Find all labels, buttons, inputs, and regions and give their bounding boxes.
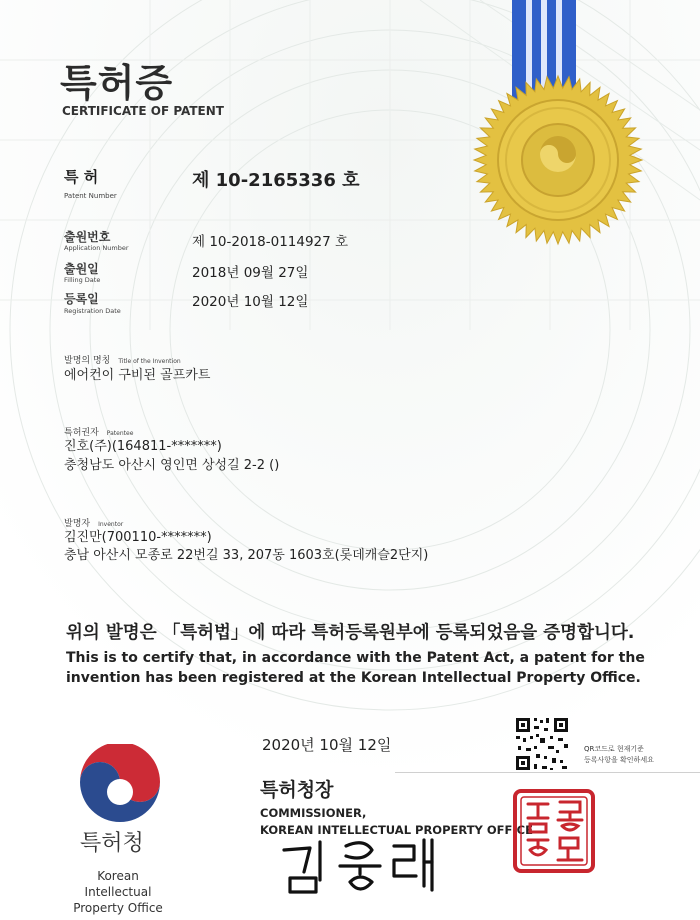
filing-date-label-en: Filling Date: [64, 276, 101, 284]
application-number-label-en: Application Number: [64, 244, 129, 252]
gold-seal: [470, 72, 646, 248]
office-name-en-line2: Property Office: [73, 901, 163, 915]
patentee-name: 진호(주)(164811-*******): [64, 439, 222, 454]
office-name-en: [64, 868, 172, 916]
commissioner-en-line2: KOREAN INTELLECTUAL PROPERTY OFFICE: [260, 823, 533, 837]
patent-number-value: 제 10-2165336 호: [192, 170, 360, 191]
filing-date-value: 2018년 09월 27일: [192, 265, 309, 281]
certification-en-line2: invention has been registered at the Korean Intellectual Property Office.: [66, 670, 641, 686]
office-name-ko: 특허청: [80, 831, 144, 856]
patent-number-label-en: Patent Number: [64, 192, 117, 200]
certification-en-line1: This is to certify that, in accordance with the Patent Act, a patent for the: [66, 650, 645, 666]
invention-label: 발명의 명칭: [64, 356, 111, 366]
commissioner-en-line1: COMMISSIONER,: [260, 806, 367, 820]
divider: [395, 772, 700, 773]
qr-instruction-line1: QR코드로 현재기준: [584, 745, 644, 753]
certificate-title: 특허증: [60, 61, 174, 105]
office-name-en-line1: Korean Intellectual: [84, 869, 152, 899]
filing-date-label: 출원일: [64, 262, 99, 276]
patent-number-label: 특 허: [64, 168, 99, 186]
registration-date-label-en: Registration Date: [64, 307, 121, 315]
certification-statement-ko: 위의 발명은 「특허법」에 따라 특허등록원부에 등록되었음을 증명합니다.: [66, 623, 635, 643]
patentee-address: 충청남도 아산시 영인면 상성길 2-2 (): [64, 458, 280, 473]
red-seal: [512, 788, 596, 874]
commissioner-title-en: [260, 805, 533, 839]
inventor-name: 김진만(700110-*******): [64, 530, 212, 545]
invention-label-en: Title of the Invention: [118, 358, 181, 365]
certification-statement-en: [66, 648, 645, 688]
commissioner-signature: [276, 836, 446, 898]
patentee-label: 특허권자: [64, 428, 99, 438]
application-number-value: 제 10-2018-0114927 호: [192, 234, 349, 250]
qr-code-icon[interactable]: [514, 716, 570, 772]
application-number-label: 출원번호: [64, 230, 111, 244]
inventor-label-en: Inventor: [98, 521, 124, 528]
qr-instruction: [584, 744, 654, 766]
registration-date-value: 2020년 10월 12일: [192, 294, 309, 310]
issue-date: 2020년 10월 12일: [262, 736, 392, 754]
registration-date-label: 등록일: [64, 292, 99, 306]
inventor-label: 발명자: [64, 519, 91, 529]
kipo-logo-icon: [74, 744, 166, 828]
inventor-address: 충남 아산시 모종로 22번길 33, 207동 1603호(롯데캐슬2단지): [64, 548, 429, 563]
invention-title: 에어컨이 구비된 골프카트: [64, 368, 211, 383]
certificate-title-en: CERTIFICATE OF PATENT: [62, 104, 224, 118]
commissioner-title: 특허청장: [260, 779, 334, 801]
patentee-label-en: Patentee: [106, 430, 134, 437]
qr-instruction-line2: 등록사항을 확인하세요: [584, 756, 654, 764]
